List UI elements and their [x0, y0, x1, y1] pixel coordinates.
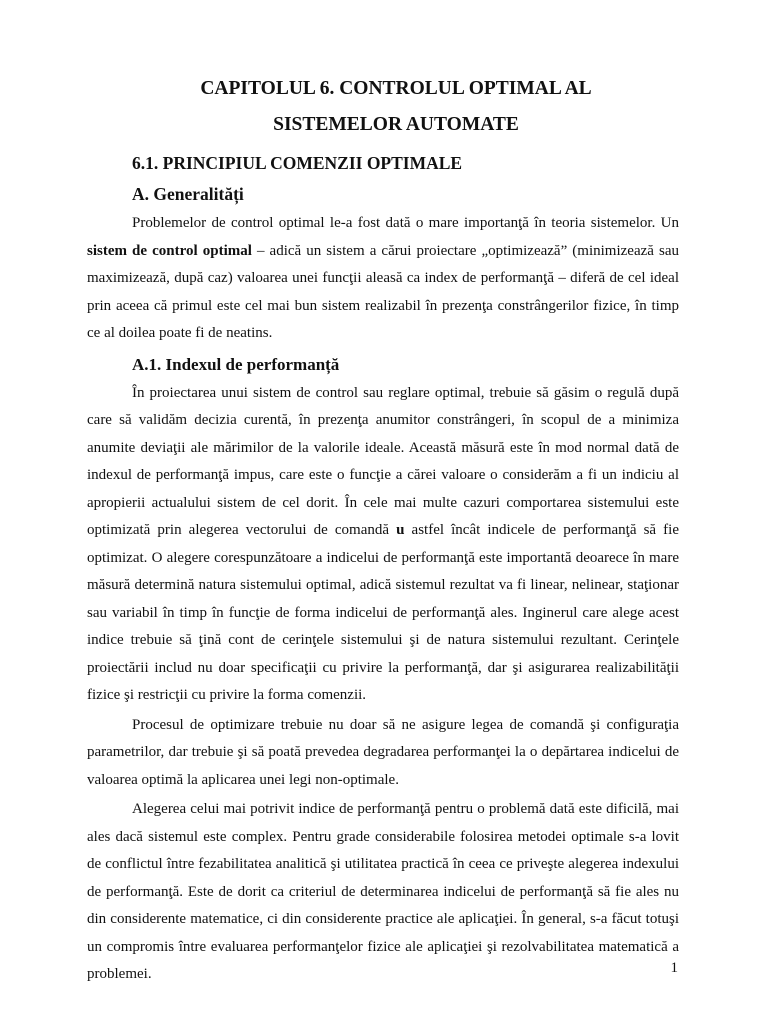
paragraph-2-bold-vector: u: [396, 522, 405, 538]
page-content: [87, 71, 679, 989]
paragraph-4: Alegerea celui mai potrivit indice de performanţă pentru o problemă dată este dificilă, mai ales dacă sistemul este complex. Pentru grade considerabile folosirea metodei optimale s-a lovit de conflictul între fezabilitatea analitică şi utilitatea practică în ceea ce priveşte alegerea indexului de performanţă. Este de dorit ca criteriul de determinarea indicelui de performanţă să fie ales nu din considerente matematice, ci din considerente practice ale aplicaţiei. În general, s-a făcut totuşi un compromis între evaluarea performanţelor fizice ale aplicaţiei şi rezolvabilitatea matematică a problemei.: [87, 801, 679, 982]
section-title: 6.1. PRINCIPIUL COMENZII OPTIMALE: [132, 153, 463, 173]
paragraph-1-rest: – adică un sistem a cărui proiectare „optimizează” (minimizează sau maximizează, după caz) valoarea unei funcţii aleasă ca index de performanţă – diferă de cel ideal prin aceea că primul este cel mai bun sistem realizabil în prezenţa constrângerilor fizice, în timp ce al doilea poate fi de neatins.: [87, 242, 679, 341]
chapter-title-line-2: SISTEMELOR AUTOMATE: [273, 114, 519, 135]
paragraph-2-lead: În proiectarea unui sistem de control sau reglare optimal, trebuie să găsim o regulă după care să validăm decizia curentă, în prezenţa anumitor constrângeri, în scopul de a minimiza anumite deviaţii ale mărimilor de la valorile ideale. Această măsură este în mod normal dată de indexul de performanţă impus, care este o funcţie a cărei valoare o considerăm a fi un indiciu al apropierii actualului sistem de cel dorit. În cele mai multe cazuri comportarea sistemului este optimizată prin alegerea vectorului de comandă: [87, 384, 679, 538]
chapter-title: [87, 71, 679, 143]
paragraph-1-bold-term: sistem de control optimal: [87, 242, 252, 259]
paragraph-3: Procesul de optimizare trebuie nu doar să ne asigure legea de comandă şi configuraţia parametrilor, dar trebuie şi să poată prevedea degradarea performanţei la o depărtarea indicelui de valoarea optimă la aplicarea unei legi non-optimale.: [87, 716, 679, 788]
paragraph-2-rest: astfel încât indicele de performanţă să fie optimizat. O alegere corespunzătoare a indicelui de performanţă este importantă deoarece în mare măsură determină natura sistemului optimal, adică sistemul rezultat va fi linear, nelinear, staţionar sau variabil în timp în funcţie de forma indicelui de performanţă ales. Inginerul care alege acest indice trebuie să ţină cont de cerinţele sistemului şi de natura sistemului rezultant. Cerinţele proiectării includ nu doar specificaţii cu privire la performanţă, dar şi asigurarea realizabilităţii fizice şi restricţii cu privire la forma comenzii.: [87, 522, 679, 703]
paragraph-1-lead: Problemelor de control optimal le-a fost dată o mare importanţă în teoria sistemelor. Un: [132, 215, 679, 231]
subsection-a-title: A. Generalități: [132, 184, 244, 204]
subsection-a1-title: A.1. Indexul de performanță: [132, 354, 340, 374]
paragraph-1: [87, 210, 679, 348]
page-number: 1: [670, 960, 678, 976]
chapter-title-line-1: CAPITOLUL 6. CONTROLUL OPTIMAL AL: [200, 78, 592, 99]
paragraph-2: [87, 380, 679, 710]
